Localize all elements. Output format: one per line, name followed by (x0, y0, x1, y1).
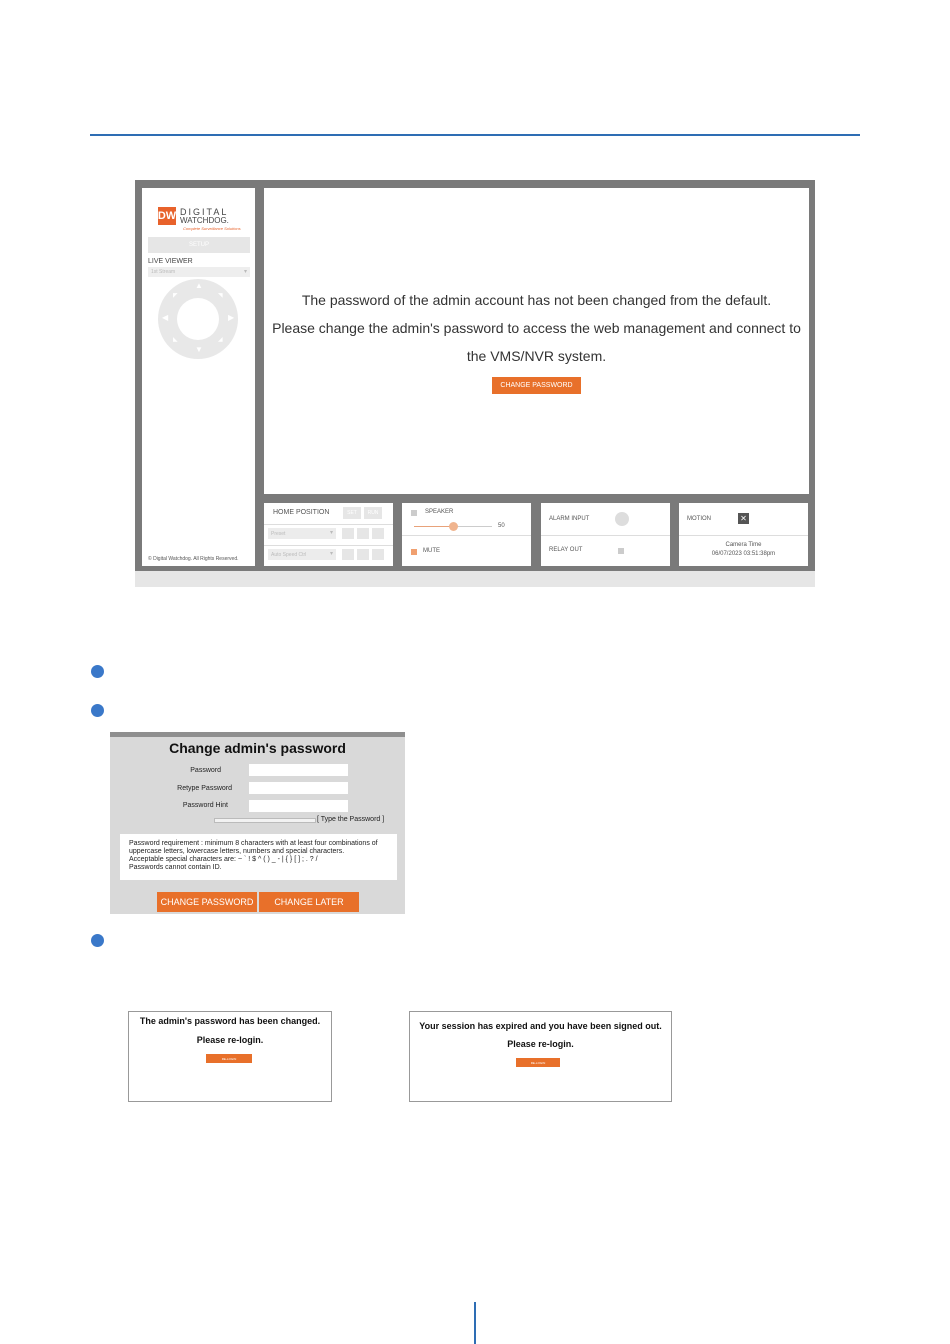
setup-button[interactable]: SETUP (148, 237, 250, 253)
ptz-up-left-arrow-icon[interactable]: ◤ (173, 293, 178, 299)
speaker-volume-handle[interactable] (449, 522, 458, 531)
camera-time-value: 06/07/2023 03:51:38pm (711, 551, 776, 557)
retype-password-label: Retype Password (177, 785, 232, 792)
default-password-notice-line3: the VMS/NVR system. (466, 348, 607, 364)
live-viewer-select[interactable] (148, 267, 250, 277)
password-hint-label: Password Hint (182, 802, 228, 809)
chevron-down-icon: ▾ (329, 551, 333, 557)
motion-running-icon: ✕ (738, 513, 749, 524)
home-position-label: HOME POSITION (273, 509, 330, 516)
ptz-center[interactable] (177, 298, 219, 340)
web-ui-status-strip (135, 571, 815, 587)
change-password-dialog (110, 732, 405, 914)
divider (679, 535, 808, 536)
speed-button-2[interactable] (357, 549, 369, 560)
step-bullet-1 (91, 665, 104, 678)
password-label: Password (190, 767, 221, 774)
requirement-line: Acceptable special characters are: ~ ` ! $ ^ ( ) _ - | { } [ ] ; . ? / (129, 856, 318, 863)
logo-name-line1: DIGITAL (180, 207, 229, 217)
divider (264, 524, 393, 525)
speaker-volume-value: 50 (498, 523, 505, 529)
change-password-button[interactable]: CHANGE PASSWORD (492, 377, 581, 394)
requirement-line: Password requirement : minimum 8 characters with at least four combinations of (129, 840, 378, 847)
divider (402, 535, 531, 536)
alarm-input-label: ALARM INPUT (549, 516, 590, 522)
dialog-change-later-button[interactable]: CHANGE LATER (259, 892, 359, 912)
divider (264, 545, 393, 546)
session-expired-message: Your session has expired and you have been signed out. (419, 1021, 662, 1031)
ptz-down-right-arrow-icon[interactable]: ◢ (218, 337, 223, 343)
logo-name-line2: WATCHDOG. (180, 216, 229, 225)
video-panel (264, 188, 809, 494)
speed-button-1[interactable] (342, 549, 354, 560)
footer-rule (474, 1302, 476, 1344)
ptz-up-arrow-icon[interactable]: ▲ (195, 281, 203, 290)
password-changed-relogin-button[interactable]: RE-LOGIN (206, 1054, 252, 1063)
password-hint-input[interactable] (249, 800, 348, 812)
preset-select[interactable] (268, 528, 336, 539)
speed-select[interactable] (268, 549, 336, 560)
step-bullet-2 (91, 704, 104, 717)
home-set-button[interactable]: SET (343, 507, 361, 519)
password-strength-hint: [ Type the Password ] (317, 816, 385, 823)
speed-select-value: Auto Speed Ctrl (271, 552, 307, 558)
session-expired-relogin-text: Please re-login. (507, 1039, 574, 1049)
chevron-down-icon: ▾ (243, 269, 247, 275)
requirement-line: uppercase letters, lowercase letters, numbers and special characters. (129, 848, 345, 855)
motion-label: MOTION (687, 516, 711, 522)
default-password-notice-line1: The password of the admin account has not been changed from the default. (301, 292, 772, 308)
speaker-label: SPEAKER (425, 509, 454, 515)
mute-label: MUTE (423, 548, 440, 554)
relay-out-label: RELAY OUT (549, 547, 583, 553)
session-expired-relogin-button[interactable]: RE-LOGIN (516, 1058, 560, 1067)
password-strength-bar (214, 818, 316, 823)
mute-checkbox[interactable] (411, 549, 417, 555)
copyright-text: © Digital Watchdog. All Rights Reserved. (148, 556, 239, 562)
preset-add-button[interactable] (357, 528, 369, 539)
retype-password-input[interactable] (249, 782, 348, 794)
dialog-title: Change admin's password (169, 740, 346, 756)
speaker-checkbox[interactable] (411, 510, 417, 516)
dw-logo-icon: DW (158, 207, 176, 225)
password-changed-relogin-text: Please re-login. (196, 1035, 264, 1045)
requirement-line: Passwords cannot contain ID. (129, 864, 222, 871)
ptz-down-left-arrow-icon[interactable]: ◣ (173, 337, 178, 343)
dialog-change-password-button[interactable]: CHANGE PASSWORD (157, 892, 257, 912)
default-password-notice-line2: Please change the admin's password to access the web management and connect to (272, 320, 801, 336)
ptz-down-arrow-icon[interactable]: ▼ (195, 345, 203, 354)
live-viewer-label: LIVE VIEWER (148, 258, 193, 265)
password-changed-message: The admin's password has been changed. (139, 1016, 321, 1026)
ptz-up-right-arrow-icon[interactable]: ◥ (218, 293, 223, 299)
speed-button-3[interactable] (372, 549, 384, 560)
camera-time-label: Camera Time (725, 542, 762, 548)
password-input[interactable] (249, 764, 348, 776)
step-bullet-3 (91, 934, 104, 947)
speaker-volume-fill (414, 526, 453, 527)
live-viewer-select-value: 1st Stream (151, 269, 176, 275)
dialog-top-bar (110, 732, 405, 737)
header-rule (90, 134, 860, 136)
ptz-left-arrow-icon[interactable]: ◀ (162, 313, 169, 322)
alarm-input-indicator-icon (615, 512, 629, 526)
divider (541, 535, 670, 536)
preset-go-button[interactable] (342, 528, 354, 539)
chevron-down-icon: ▾ (329, 530, 333, 536)
logo-tagline: Complete Surveillance Solutions (183, 226, 241, 231)
relay-out-checkbox[interactable] (618, 548, 624, 554)
preset-delete-button[interactable] (372, 528, 384, 539)
ptz-right-arrow-icon[interactable]: ▶ (228, 313, 235, 322)
home-run-button[interactable]: RUN (364, 507, 382, 519)
preset-select-value: Preset (271, 531, 286, 537)
